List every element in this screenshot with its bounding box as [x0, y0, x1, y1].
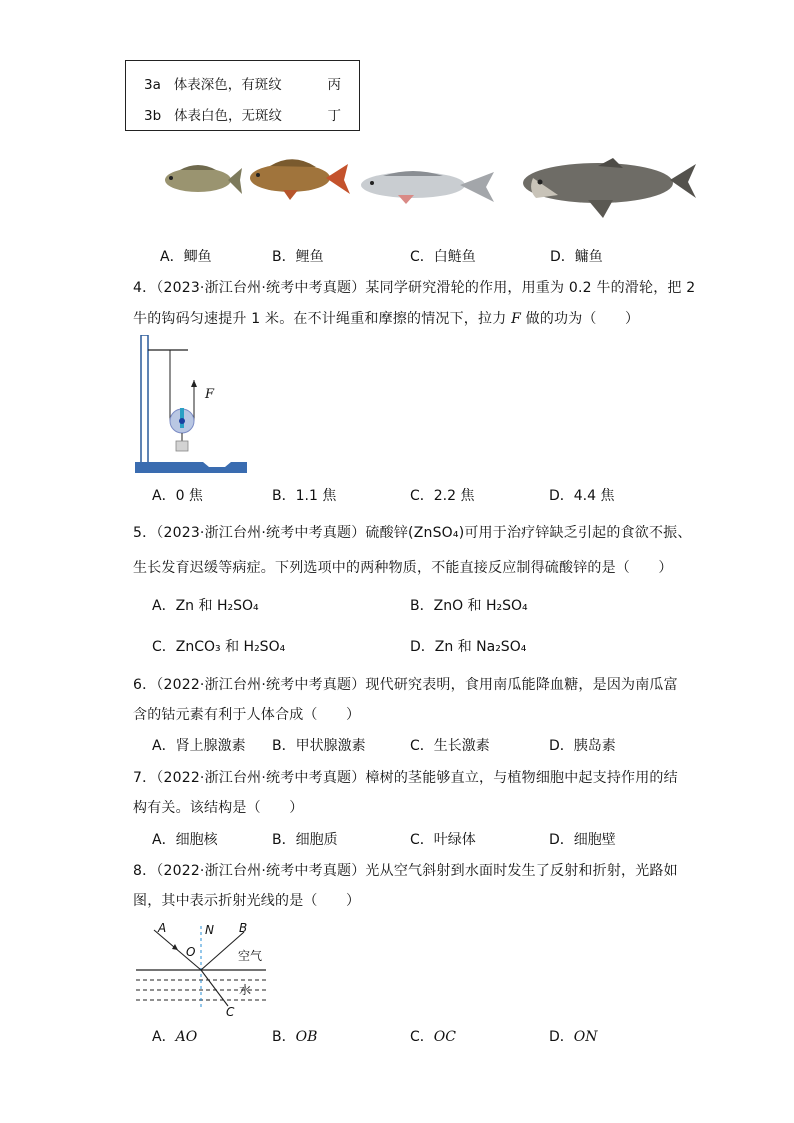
point-b-label: B: [239, 921, 248, 935]
key-row-3b: [144, 104, 282, 124]
q4-force-var: F: [511, 311, 521, 327]
key-code: 3a: [144, 77, 161, 93]
water-label: 水: [239, 983, 252, 997]
q7-option-c[interactable]: C．叶绿体: [410, 832, 476, 848]
fish-images: [158, 150, 698, 230]
q5-stem-line1: [133, 522, 692, 542]
key-row-3a: [144, 73, 282, 93]
q3-option-c[interactable]: C．白鲢鱼: [410, 249, 476, 265]
q8-option-c[interactable]: [410, 1026, 456, 1046]
point-c-label: C: [226, 1005, 235, 1018]
q6-option-d[interactable]: D．胰岛素: [549, 738, 616, 754]
q5-option-c[interactable]: C．ZnCO₃ 和 H₂SO₄: [152, 639, 286, 655]
silver-carp-image: [361, 171, 494, 204]
q4-option-d[interactable]: D．4.4 焦: [549, 488, 615, 504]
q4-stem-text-end: 做的功为（ ）: [520, 311, 640, 327]
q6-option-a[interactable]: A．肾上腺激素: [152, 738, 246, 754]
q5-option-a[interactable]: A．Zn 和 H₂SO₄: [152, 598, 259, 614]
q6-option-b[interactable]: B．甲状腺激素: [272, 738, 366, 754]
q8-stem-line2: 图，其中表示折射光线的是（ ）: [133, 893, 361, 909]
bighead-carp-image: [523, 158, 696, 218]
q3-option-b[interactable]: B．鲤鱼: [272, 249, 324, 265]
q5-formula: (ZnSO₄): [408, 525, 465, 541]
key-code: 3b: [144, 108, 162, 124]
air-label: 空气: [238, 949, 263, 963]
dichotomous-key-table: [125, 60, 360, 131]
q3-option-d[interactable]: D．鳙鱼: [550, 249, 603, 265]
pulley-diagram: [133, 335, 251, 477]
q6-stem-line2: 含的钴元素有利于人体合成（ ）: [133, 707, 361, 723]
carp-image: [250, 159, 350, 200]
q7-option-a[interactable]: A．细胞核: [152, 832, 218, 848]
option-value: OB: [295, 1029, 318, 1045]
q3-option-a[interactable]: A．鲫鱼: [160, 249, 212, 265]
q5-stem-text: 5．（2023·浙江台州·统考中考真题）硫酸锌: [133, 525, 409, 541]
option-prefix: D．: [549, 1029, 574, 1045]
q8-option-a[interactable]: [152, 1026, 197, 1046]
crucian-carp-image: [165, 165, 242, 194]
force-label: F: [205, 387, 215, 402]
q5-option-d[interactable]: D．Zn 和 Na₂SO₄: [410, 639, 527, 655]
q4-option-c[interactable]: C．2.2 焦: [410, 488, 475, 504]
option-value: OC: [433, 1029, 456, 1045]
q4-stem-line1: 4．（2023·浙江台州·统考中考真题）某同学研究滑轮的作用，用重为 0.2 牛的滑轮，把 2: [133, 280, 696, 296]
q7-stem-line2: 构有关。该结构是（ ）: [133, 800, 304, 816]
q7-stem-line1: 7．（2022·浙江台州·统考中考真题）樟树的茎能够直立，与植物细胞中起支持作用的结: [133, 770, 678, 786]
q5-stem-line2: 生长发育迟缓等病症。下列选项中的两种物质，不能直接反应制得硫酸锌的是（ ）: [133, 560, 673, 576]
key-result: 丁: [327, 108, 341, 124]
q6-stem-line1: 6．（2022·浙江台州·统考中考真题）现代研究表明，食用南瓜能降血糖，是因为南瓜富: [133, 677, 678, 693]
key-desc: 体表深色，有斑纹: [173, 77, 282, 93]
option-prefix: C．: [410, 1029, 434, 1045]
option-value: ON: [573, 1029, 598, 1045]
q8-option-d[interactable]: [549, 1026, 598, 1046]
point-a-label: A: [158, 921, 167, 935]
q5-stem-text-end: 可用于治疗锌缺乏引起的食欲不振、: [464, 525, 692, 541]
q8-option-b[interactable]: [272, 1026, 317, 1046]
q4-stem-text: 牛的钩码匀速提升 1 米。在不计绳重和摩擦的情况下，拉力: [133, 311, 512, 327]
q5-option-b[interactable]: B．ZnO 和 H₂SO₄: [410, 598, 528, 614]
option-value: AO: [175, 1029, 198, 1045]
point-o-label: O: [186, 945, 196, 959]
q4-option-a[interactable]: A．0 焦: [152, 488, 203, 504]
option-prefix: A．: [152, 1029, 176, 1045]
q8-stem-line1: 8．（2022·浙江台州·统考中考真题）光从空气斜射到水面时发生了反射和折射，光路如: [133, 863, 678, 879]
q4-stem-line2: [133, 308, 639, 328]
key-result: 丙: [327, 77, 341, 93]
q7-option-d[interactable]: D．细胞壁: [549, 832, 616, 848]
key-desc: 体表白色，无斑纹: [174, 108, 283, 124]
q6-option-c[interactable]: C．生长激素: [410, 738, 490, 754]
point-n-label: N: [205, 923, 214, 937]
refraction-diagram: [136, 918, 276, 1018]
q7-option-b[interactable]: B．细胞质: [272, 832, 338, 848]
option-prefix: B．: [272, 1029, 296, 1045]
q4-option-b[interactable]: B．1.1 焦: [272, 488, 337, 504]
